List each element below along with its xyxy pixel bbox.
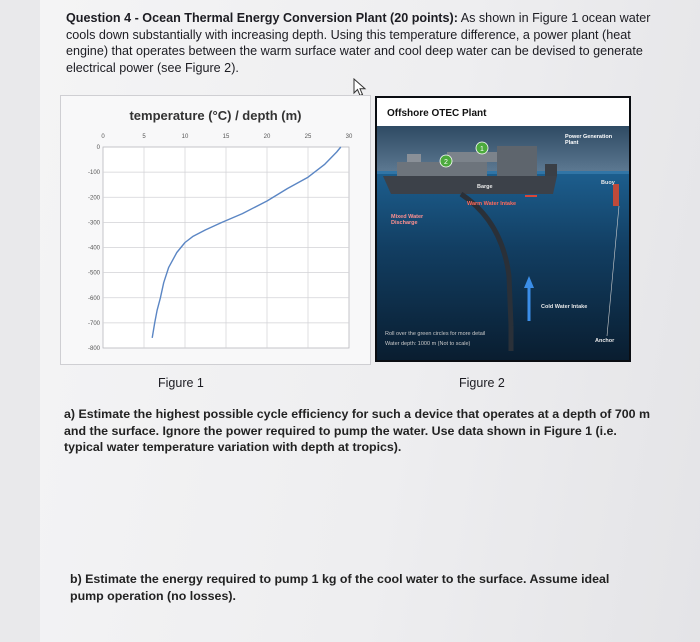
buoy-icon xyxy=(613,184,619,206)
x-tick-label: 20 xyxy=(263,134,271,140)
x-tick-label: 10 xyxy=(181,134,189,140)
x-tick-label: 0 xyxy=(101,134,105,140)
y-tick-label: -500 xyxy=(87,270,100,277)
x-tick-label: 25 xyxy=(304,134,312,140)
question-text xyxy=(66,10,676,76)
plant-structure xyxy=(407,154,421,162)
circle-2-label: 2 xyxy=(444,159,448,166)
mixed-discharge-label: Mixed Water Discharge xyxy=(391,214,424,226)
y-tick-label: -100 xyxy=(87,170,100,177)
question-heading: Question 4 - Ocean Thermal Energy Conversion Plant (20 points): xyxy=(66,11,458,25)
part-b-text: b) Estimate the energy required to pump 1 kg of the cool water to the surface. Assume ideal pump operation (no losses). xyxy=(70,572,610,603)
question-body: As shown in Figure 1 ocean water cools down substantially with increasing depth. Using this temperature difference, a power plant (heat engine) that operates between the warm surface water and cool deep water can be devised to generate electrical power (see Figure 2). xyxy=(66,11,651,75)
otec-plant-image xyxy=(377,126,631,362)
chart-title: temperature (°C) / depth (m) xyxy=(129,108,302,123)
plant-structure-3 xyxy=(497,146,537,176)
x-tick-label: 30 xyxy=(345,134,353,140)
plant-structure-2 xyxy=(447,152,497,162)
y-tick-label: -300 xyxy=(87,220,100,227)
y-tick-label: -400 xyxy=(87,245,100,252)
depth-note: Water depth: 1000 m (Not to scale) xyxy=(385,341,471,347)
otec-title: Offshore OTEC Plant xyxy=(377,98,629,126)
y-tick-label: -800 xyxy=(87,346,100,352)
buoy-label: Buoy xyxy=(601,180,615,186)
y-tick-label: 0 xyxy=(96,145,100,151)
temperature-depth-chart xyxy=(61,96,370,364)
cold-intake-label: Cold Water Intake xyxy=(541,304,588,310)
y-tick-label: -600 xyxy=(87,295,100,302)
x-tick-label: 15 xyxy=(222,134,230,140)
figure-1-chart xyxy=(60,95,371,365)
barge-label: Barge xyxy=(477,184,493,190)
barge-hull xyxy=(383,176,557,194)
figure-2-illustration xyxy=(375,96,631,362)
anchor-label: Anchor xyxy=(595,338,615,344)
y-tick-label: -700 xyxy=(87,320,100,327)
plant-structure-4 xyxy=(545,164,557,176)
x-tick-label: 5 xyxy=(142,134,146,140)
figure-1-caption: Figure 1 xyxy=(158,376,204,390)
rollover-note: Roll over the green circles for more detail xyxy=(385,331,486,337)
circle-1-label: 1 xyxy=(480,146,484,153)
power-plant-label: Power Generation Plant xyxy=(565,134,613,146)
part-a-text: a) Estimate the highest possible cycle efficiency for such a device that operates at a depth of 700 m and the surface. Ignore the power required to pump the water. Use data shown in Figure 1 (i.e. typical water temperature variation with depth at tropics). xyxy=(64,407,650,454)
warm-intake-label: Warm Water Intake xyxy=(467,201,517,207)
y-tick-label: -200 xyxy=(87,195,100,202)
figure-2-caption: Figure 2 xyxy=(459,376,505,390)
